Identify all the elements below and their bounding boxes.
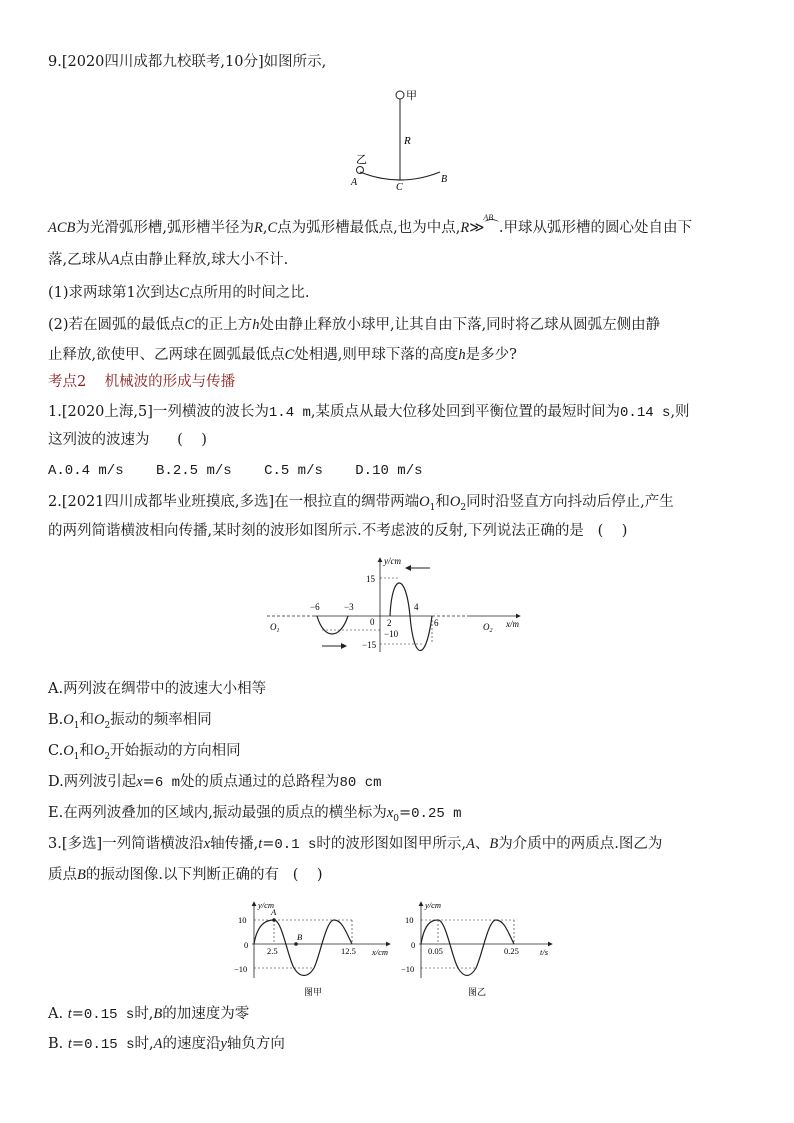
fig-jia-t25: 2.5 bbox=[267, 946, 278, 956]
label-R: R bbox=[404, 135, 411, 147]
q1-options bbox=[48, 461, 423, 481]
tick-m6: −6 bbox=[310, 602, 320, 612]
q1-option-d[interactable]: D.10 m/s bbox=[355, 463, 423, 479]
q9-para1: ACB为光滑弧形槽,弧形槽半径为R,C点为弧形槽最低点,也为中点,R≫ AB ⌒.甲球从弧形槽的圆心处自由下 bbox=[48, 213, 693, 236]
q1-option-a[interactable]: A.0.4 m/s bbox=[48, 463, 124, 479]
fig-jia-xlabel: x/cm bbox=[372, 947, 389, 957]
fig-jia-tm10: −10 bbox=[234, 964, 248, 974]
q2-option-a[interactable]: A.两列波在绸带中的波速大小相等 bbox=[48, 681, 267, 697]
q1-line2: 这列波的波速为 ( ) bbox=[48, 432, 207, 448]
x-axis-label: x/m bbox=[506, 619, 519, 629]
q2-option-d[interactable]: D.两列波引起x=6 m处的质点通过的总路程为80 cm bbox=[48, 774, 382, 791]
section-heading: 考点2 机械波的形成与传播 bbox=[48, 374, 236, 390]
q1-option-c[interactable]: C.5 m/s bbox=[264, 463, 323, 479]
tick-6: 6 bbox=[434, 618, 439, 628]
q9-para2: 落,乙球从A点由静止释放,球大小不计. bbox=[48, 252, 289, 268]
q2-wave-figure bbox=[262, 552, 532, 662]
fig-jia-t0: 0 bbox=[244, 940, 249, 950]
q3-option-b[interactable]: B. t=0.15 s时,A的速度沿y轴负方向 bbox=[48, 1036, 285, 1053]
label-yi: 乙 bbox=[356, 154, 367, 166]
q3-line1: 3.[多选]一列简谐横波沿x轴传播,t=0.1 s时的波形图如图甲所示,A、B为介质中的两质点.图乙为 bbox=[48, 836, 663, 853]
label-O1: $O_1$ bbox=[270, 622, 280, 634]
fig-yi-ylabel: y/cm bbox=[425, 900, 442, 910]
y-axis-label: y/cm bbox=[384, 556, 401, 566]
q9-sub1: (1)求两球第1次到达C点所用的时间之比. bbox=[48, 285, 310, 301]
fig-jia-t10: 10 bbox=[238, 915, 247, 925]
q3-fig-jia bbox=[232, 898, 397, 1000]
tick-m10: −10 bbox=[384, 629, 399, 639]
q9-sub2-line1: (2)若在圆弧的最低点C的正上方h处由静止释放小球甲,让其自由下落,同时将乙球从圆弧左侧由静 bbox=[48, 317, 661, 333]
q1-option-b[interactable]: B.2.5 m/s bbox=[156, 463, 232, 479]
fig-yi-caption: 图乙 bbox=[468, 987, 487, 997]
label-B: B bbox=[441, 174, 448, 185]
q3-line2: 质点B的振动图像.以下判断正确的有 ( ) bbox=[48, 867, 323, 883]
fig-yi-t025: 0.25 bbox=[504, 946, 519, 956]
fig-yi-tm10: −10 bbox=[401, 964, 415, 974]
left-wave bbox=[317, 616, 348, 634]
q2-option-e[interactable]: E.在两列波叠加的区域内,振动最强的质点的横坐标为$x_0=0.25$ m bbox=[48, 805, 462, 824]
tick-15: 15 bbox=[366, 574, 375, 584]
fig-yi-t005: 0.05 bbox=[428, 946, 443, 956]
q9-pendulum-figure bbox=[340, 84, 460, 192]
q2-option-c[interactable]: $C.O_1$和$O_2$开始振动的方向相同 bbox=[48, 743, 241, 762]
tick-4: 4 bbox=[414, 602, 419, 612]
label-A: A bbox=[351, 177, 358, 188]
tick-m3: −3 bbox=[344, 602, 354, 612]
right-wave bbox=[390, 583, 432, 651]
q3-option-a[interactable]: A. t=0.15 s时,B的加速度为零 bbox=[48, 1006, 250, 1023]
q3-fig-yi bbox=[401, 898, 559, 1000]
label-jia: 甲 bbox=[406, 90, 417, 102]
q9-sub2-line2: 止释放,欲使甲、乙两球在圆弧最低点C处相遇,则甲球下落的高度h是多少? bbox=[48, 347, 517, 363]
tick-0: 0 bbox=[370, 617, 375, 627]
fig-yi-xlabel: t/s bbox=[540, 947, 549, 957]
q2-option-b[interactable]: $B.O_1$和$O_2$振动的频率相同 bbox=[48, 712, 212, 731]
q2-line2: 的两列简谐横波相向传播,某时刻的波形如图所示.不考虑波的反射,下列说法正确的是 ( ) bbox=[48, 523, 628, 539]
ball-jia bbox=[396, 91, 404, 99]
q2-line1: 2.[2021四川成都毕业班摸底,多选]在一根拉直的绸带两端$O_1$和$O_2$同时沿竖直方向抖动后停止,产生 bbox=[48, 494, 674, 513]
q9-header: 9.[2020四川成都九校联考,10分]如图所示, bbox=[48, 54, 327, 70]
tick-2: 2 bbox=[387, 618, 392, 628]
label-O2: $O_2$ bbox=[483, 622, 493, 634]
tick-m15: −15 bbox=[362, 640, 377, 650]
fig-yi-t0: 0 bbox=[411, 940, 416, 950]
label-C: C bbox=[396, 182, 403, 193]
fig-yi-t10: 10 bbox=[405, 915, 414, 925]
fig-jia-B: B bbox=[297, 932, 303, 942]
fig-jia-caption: 图甲 bbox=[304, 987, 323, 997]
fig-jia-ylabel: y/cm bbox=[258, 900, 275, 910]
fig-jia-t125: 12.5 bbox=[341, 946, 356, 956]
q1-line1: 1.[2020上海,5]一列横波的波长为1.4 m,某质点从最大位移处回到平衡位置的最短时间为0.14 s,则 bbox=[48, 404, 690, 421]
fig-jia-A: A bbox=[271, 907, 277, 917]
